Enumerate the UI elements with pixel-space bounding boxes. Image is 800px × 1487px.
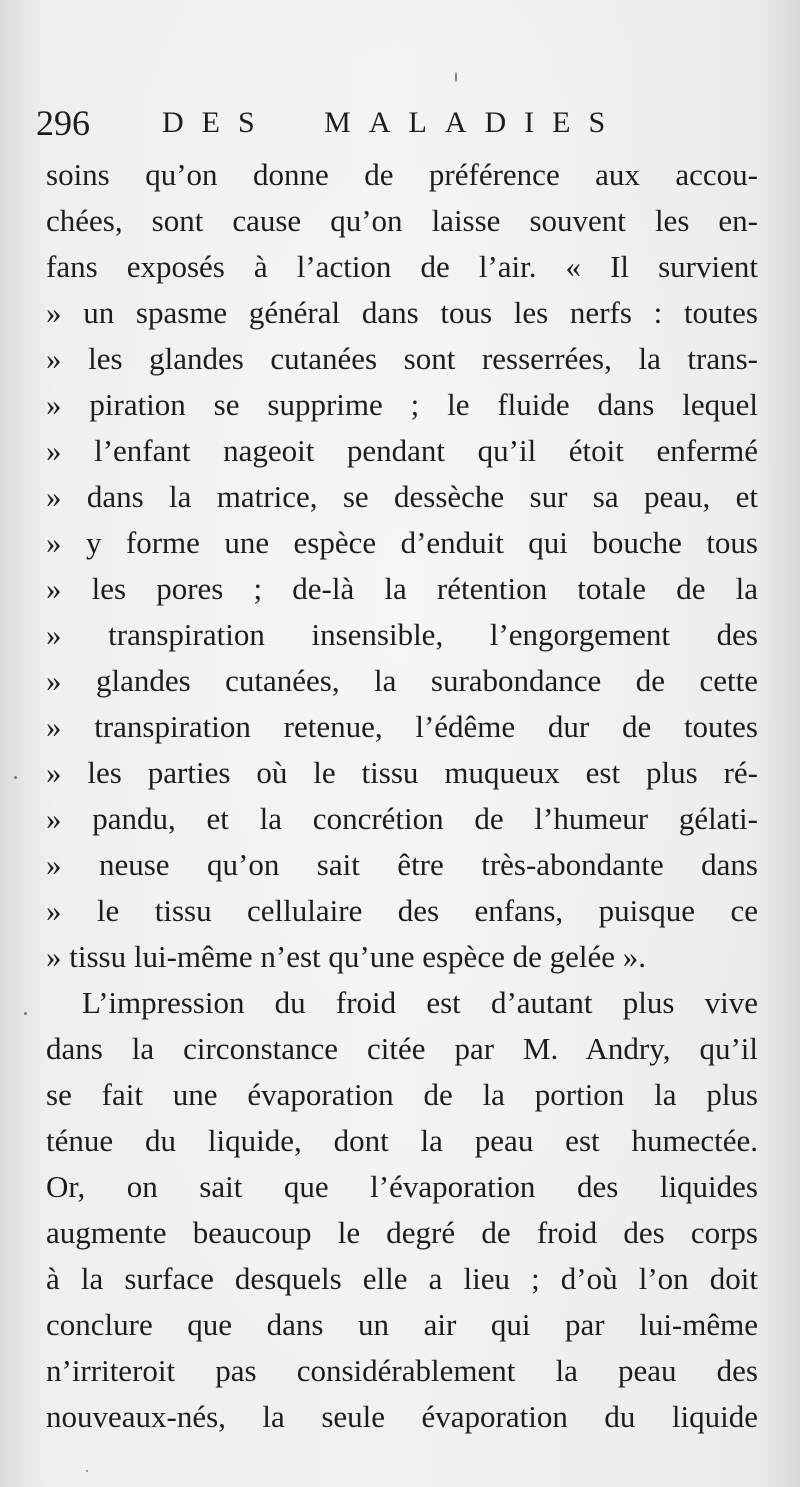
body-text xyxy=(46,152,758,1440)
text-line: conclure que dans un air qui par lui-même xyxy=(46,1307,758,1342)
text-line: » tissu lui-même n’est qu’une espèce de gelée ». xyxy=(46,939,646,974)
text-line: augmente beaucoup le degré de froid des corps xyxy=(46,1215,758,1250)
paragraph-start-line: L’impression du froid est d’autant plus vive xyxy=(82,985,758,1020)
paper-speck xyxy=(86,1470,88,1472)
text-line: » pandu, et la concrétion de l’humeur gélati- xyxy=(46,801,758,836)
text-line: dans la circonstance citée par M. Andry, qu’il xyxy=(46,1031,758,1066)
text-line: » un spasme général dans tous les nerfs : toutes xyxy=(46,295,758,330)
text-line: » les pores ; de-là la rétention totale de la xyxy=(46,571,758,606)
text-line: » dans la matrice, se dessèche sur sa peau, et xyxy=(46,479,758,514)
text-line: » y forme une espèce d’enduit qui bouche tous xyxy=(46,525,758,560)
text-line: n’irriteroit pas considérablement la peau des xyxy=(46,1353,758,1388)
text-line: » le tissu cellulaire des enfans, puisque ce xyxy=(46,893,758,928)
text-line: » les glandes cutanées sont resserrées, la trans- xyxy=(46,341,758,376)
text-line: » piration se supprime ; le fluide dans lequel xyxy=(46,387,758,422)
text-line: soins qu’on donne de préférence aux accou- xyxy=(46,157,758,192)
text-line: » l’enfant nageoit pendant qu’il étoit enfermé xyxy=(46,433,758,468)
text-line: chées, sont cause qu’on laisse souvent les en- xyxy=(46,203,758,238)
text-line: Or, on sait que l’évaporation des liquides xyxy=(46,1169,758,1204)
text-line: » transpiration retenue, l’édême dur de toutes xyxy=(46,709,758,744)
running-title: DES MALADIES xyxy=(162,106,624,139)
paper-speck xyxy=(24,1012,27,1015)
page-number: 296 xyxy=(36,103,90,143)
text-line: » neuse qu’on sait être très-abondante dans xyxy=(46,847,758,882)
page-header xyxy=(36,98,776,148)
paper-speck xyxy=(455,72,457,82)
text-line: » les parties où le tissu muqueux est plus ré- xyxy=(46,755,758,790)
text-line: » transpiration insensible, l’engorgement des xyxy=(46,617,758,652)
text-line: » glandes cutanées, la surabondance de cette xyxy=(46,663,758,698)
text-line: ténue du liquide, dont la peau est humectée. xyxy=(46,1123,758,1158)
text-line: fans exposés à l’action de l’air. « Il survient xyxy=(46,249,758,284)
text-line: se fait une évaporation de la portion la plus xyxy=(46,1077,758,1112)
text-line: nouveaux-nés, la seule évaporation du liquide xyxy=(46,1399,758,1434)
text-line: à la surface desquels elle a lieu ; d’où l’on doit xyxy=(46,1261,758,1296)
paper-speck xyxy=(14,776,17,779)
